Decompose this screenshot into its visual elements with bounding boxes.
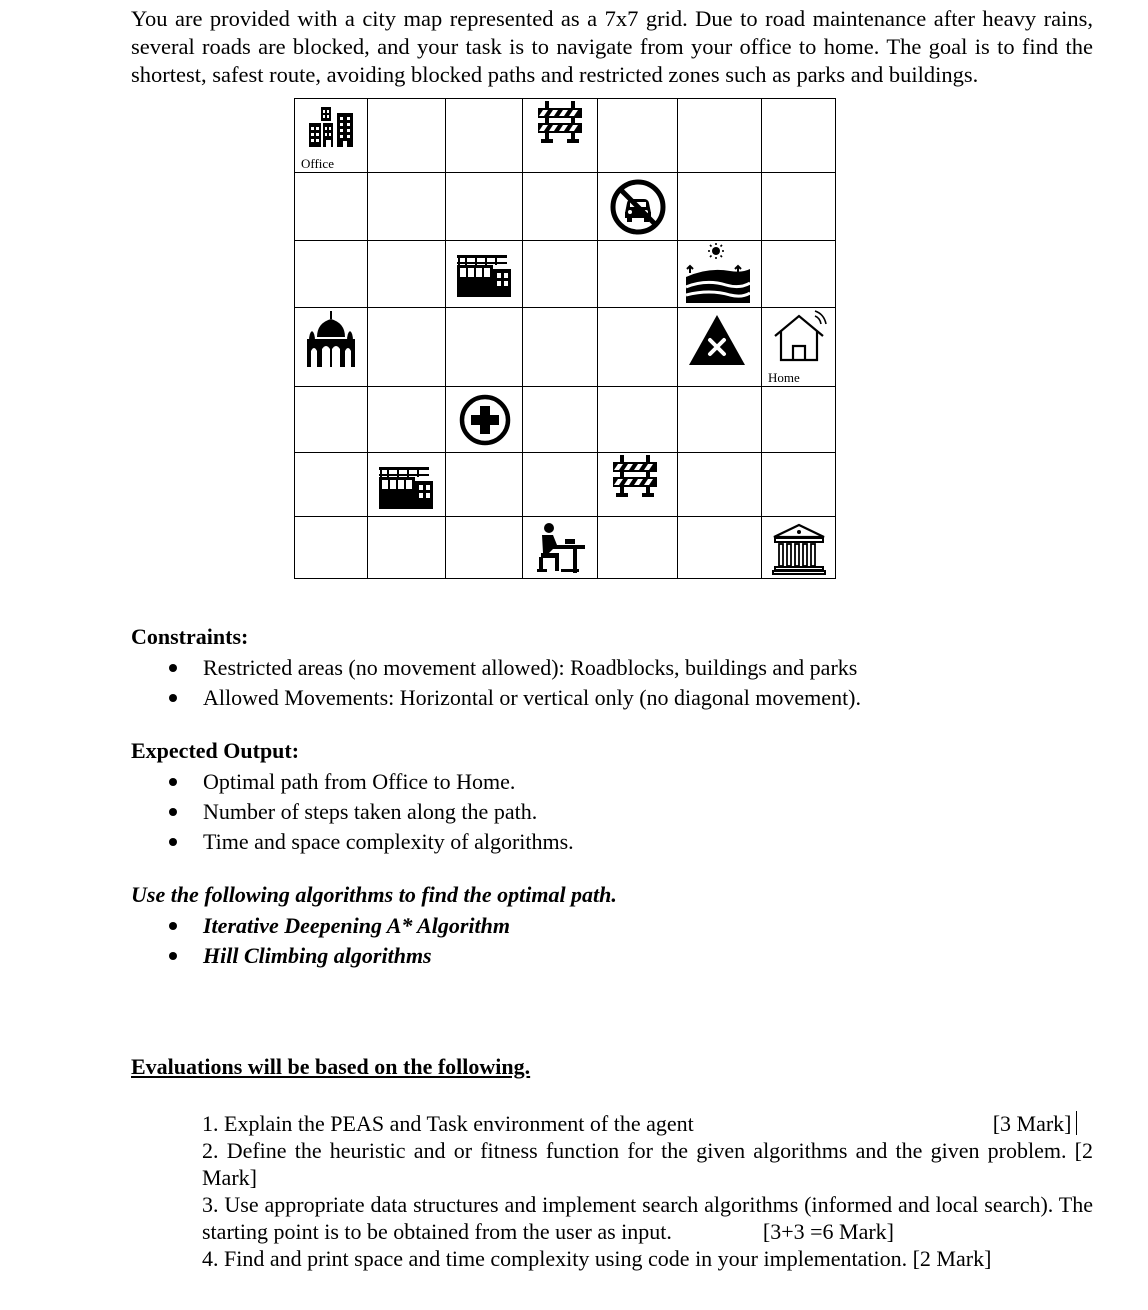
evaluation-item-3 [202, 1191, 1093, 1245]
grid-cell [446, 453, 523, 517]
hospital-cross-icon [459, 394, 511, 451]
algorithms-heading: Use the following algorithms to find the optimal path. [131, 882, 617, 907]
grid-cell [295, 517, 368, 579]
grid-cell [598, 387, 678, 453]
grid-cell [598, 308, 678, 387]
grid-cell [446, 173, 523, 241]
grid-cell [762, 517, 836, 579]
evaluation-item-1 [202, 1110, 1093, 1137]
grid-cell [523, 308, 598, 387]
grid-row [295, 173, 836, 241]
grid-cell [598, 173, 678, 241]
evaluation-item-2: 2. Define the heuristic and or fitness function for the given algorithms and the given problem. [2 Mark] [202, 1138, 1093, 1190]
grid-cell [368, 453, 446, 517]
grid-cell [523, 453, 598, 517]
grid-cell [368, 241, 446, 308]
grid-cell [678, 517, 762, 579]
grid-cell [678, 387, 762, 453]
grid-cell [598, 453, 678, 517]
grid-cell [295, 99, 368, 173]
grid-cell [762, 241, 836, 308]
grid-row [295, 99, 836, 173]
grid-cell [678, 99, 762, 173]
list-item: Time and space complexity of algorithms. [131, 828, 574, 858]
grid-cell [762, 99, 836, 173]
grid-cell [446, 99, 523, 173]
grid-cell [446, 387, 523, 453]
cell-label: Office [301, 156, 334, 171]
grid-cell [523, 517, 598, 579]
grid-cell [368, 173, 446, 241]
list-item: Optimal path from Office to Home. [131, 768, 574, 798]
grid-cell [523, 99, 598, 173]
grid-cell [368, 387, 446, 453]
evaluation-item-mark: [3 Mark] [992, 1111, 1072, 1136]
grid-row [295, 308, 836, 387]
grid-cell [368, 99, 446, 173]
bank-columns-icon [772, 523, 826, 580]
grid-cell [295, 387, 368, 453]
evaluations-heading: Evaluations will be based on the following. [131, 1054, 531, 1079]
grid-cell [678, 173, 762, 241]
expected-output-heading: Expected Output: [131, 738, 300, 763]
grid-cell [295, 453, 368, 517]
grid-row [295, 241, 836, 308]
grid-cell [446, 308, 523, 387]
grid-cell [368, 517, 446, 579]
constraints-heading: Constraints: [131, 624, 249, 649]
grid-cell [598, 241, 678, 308]
list-item: Allowed Movements: Horizontal or vertical only (no diagonal movement). [131, 684, 861, 714]
person-desk-icon [535, 523, 585, 578]
evaluation-item-text: 3. Use appropriate data structures and implement search algorithms (informed and local search). The starting point is to be obtained from the user as input. [202, 1192, 1093, 1244]
grid-cell [678, 241, 762, 308]
grid-row [295, 387, 836, 453]
evaluation-item-4: 4. Find and print space and time complexity using code in your implementation. [2 Mark] [202, 1246, 992, 1271]
text-cursor [1076, 1111, 1078, 1135]
grid-cell [598, 99, 678, 173]
list-item: Hill Climbing algorithms [131, 942, 510, 972]
grid-cell [295, 173, 368, 241]
list-item: Number of steps taken along the path. [131, 798, 574, 828]
grid-cell [678, 453, 762, 517]
cell-label: Home [768, 370, 800, 385]
grid-row [295, 453, 836, 517]
city-map-grid [294, 98, 836, 579]
grid-cell [523, 387, 598, 453]
grid-cell [446, 241, 523, 308]
grid-cell [523, 241, 598, 308]
grid-cell [368, 308, 446, 387]
grid-cell [762, 387, 836, 453]
list-item: Restricted areas (no movement allowed): Roadblocks, buildings and parks [131, 654, 861, 684]
smart-home-icon [771, 310, 829, 367]
factory-building-icon [377, 465, 435, 514]
expected-output-list [131, 768, 574, 858]
office-buildings-icon [307, 107, 357, 152]
grid-row [295, 517, 836, 579]
warning-x-triangle-icon [688, 314, 746, 371]
list-item: Iterative Deepening A* Algorithm [131, 912, 510, 942]
grid-cell [523, 173, 598, 241]
constraints-list [131, 654, 861, 714]
grid-cell [762, 453, 836, 517]
evaluation-item-mark: [3+3 =6 Mark] [762, 1219, 894, 1244]
grid-cell [295, 241, 368, 308]
grid-cell [295, 308, 368, 387]
grid-cell [762, 173, 836, 241]
grid-cell [678, 308, 762, 387]
intro-paragraph: You are provided with a city map represented as a 7x7 grid. Due to road maintenance after heavy rains, several roads are blocked, and your task is to navigate from your office to home. The goal is to find the shortest, safest route, avoiding blocked paths and restricted zones such as parks and buildings. [131, 6, 1093, 87]
palace-dome-icon [303, 311, 359, 372]
grid-cell [762, 308, 836, 387]
evaluation-item-text: 1. Explain the PEAS and Task environment of the agent [202, 1111, 694, 1136]
grid-cell [446, 517, 523, 579]
no-car-entry-icon [610, 179, 666, 240]
algorithms-list [131, 912, 510, 972]
factory-building-icon [455, 253, 513, 302]
roadblock-barrier-icon [537, 101, 583, 148]
roadblock-barrier-icon [612, 455, 658, 502]
park-landscape-icon [686, 243, 750, 308]
evaluations-list [202, 1110, 1093, 1272]
grid-cell [598, 517, 678, 579]
